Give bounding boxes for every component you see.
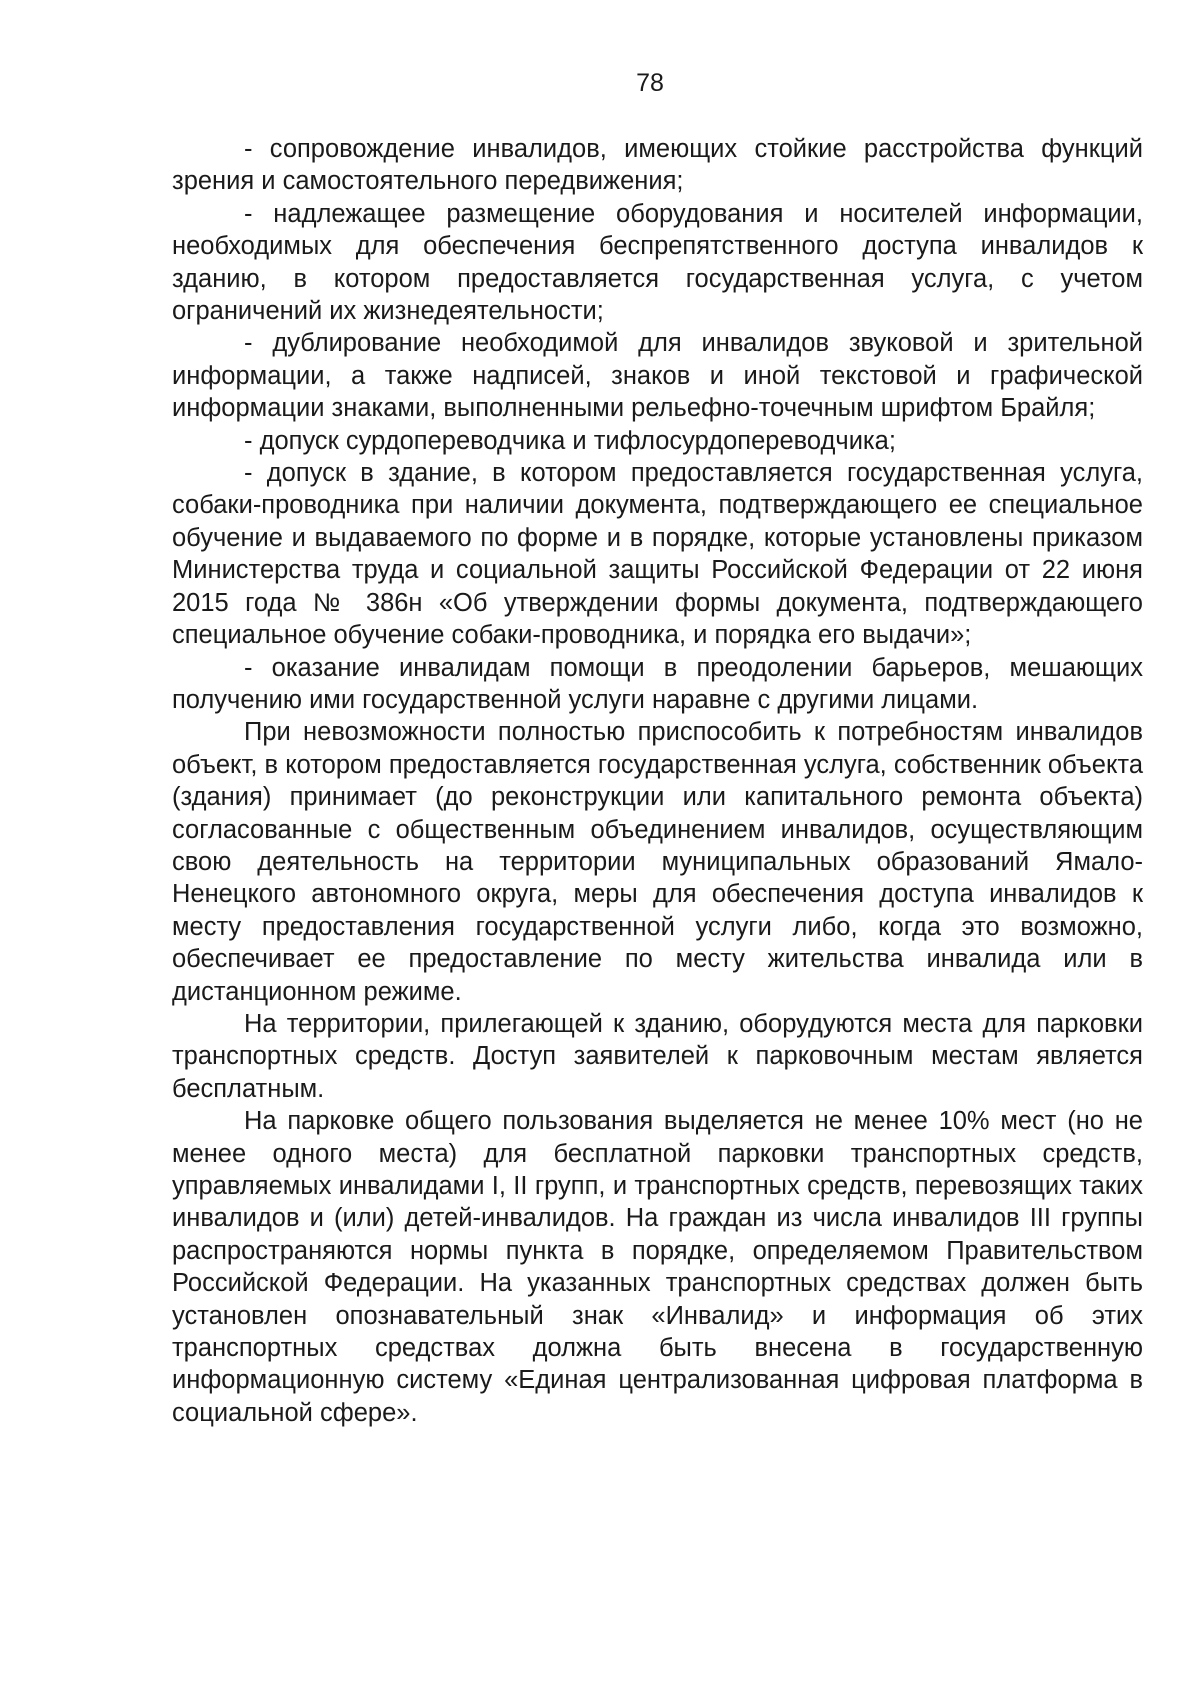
document-body bbox=[172, 133, 1143, 1429]
page-number: 78 bbox=[636, 69, 664, 97]
paragraph-information-duplication: - дублирование необходимой для инвалидов звуковой и зрительной информации, а также надписей, знаков и иной текстовой и графической информации знаками, выполненными рельефно-точечным шрифтом Брайля; bbox=[172, 329, 1143, 423]
paragraph-vision-support: - сопровождение инвалидов, имеющих стойкие расстройства функций зрения и самостоятельного передвижения; bbox=[172, 135, 1143, 196]
paragraph-accessibility-measures: При невозможности полностью приспособить к потребностям инвалидов объект, в котором предоставляется государственная услуга, собственник объекта (здания) принимает (до реконструкции или капитального ремонта объекта) согласованные с общественным объединением инвалидов, осуществляющим свою деятельность на территории муниципальных образований Ямало-Ненецкого автономного округа, меры для обеспечения доступа инвалидов к месту предоставления государственной услуги либо, когда это возможно, обеспечивает ее предоставление по месту жительства инвалида или в дистанционном режиме. bbox=[172, 718, 1143, 1006]
paragraph-parking-territory: На территории, прилегающей к зданию, оборудуются места для парковки транспортных средств. Доступ заявителей к парковочным местам является бесплатным. bbox=[172, 1009, 1143, 1103]
paragraph-guide-dog-admission: - допуск в здание, в котором предоставляется государственная услуга, собаки-проводника при наличии документа, подтверждающего ее специальное обучение и выдаваемого по форме и в порядке, которые установлены приказом Министерства труда и социальной защиты Российской Федерации от 22 июня 2015 года № 386н «Об утверждении формы документа, подтверждающего специальное обучение собаки-проводника, и порядка его выдачи»; bbox=[172, 459, 1143, 650]
paragraph-barrier-assistance: - оказание инвалидам помощи в преодолении барьеров, мешающих получению ими государственной услуги наравне с другими лицами. bbox=[172, 653, 1143, 714]
paragraph-interpreter-admission: - допуск сурдопереводчика и тифлосурдопереводчика; bbox=[244, 426, 896, 455]
paragraph-disabled-parking: На парковке общего пользования выделяется не менее 10% мест (но не менее одного места) для бесплатной парковки транспортных средств, управляемых инвалидами I, II групп, и транспортных средств, перевозящих таких инвалидов и (или) детей-инвалидов. На граждан из числа инвалидов III группы распространяются нормы пункта в порядке, определяемом Правительством Российской Федерации. На указанных транспортных средствах должен быть установлен опознавательный знак «Инвалид» и информация об этих транспортных средствах должна быть внесена в государственную информационную систему «Единая централизованная цифровая платформа в социальной сфере». bbox=[172, 1107, 1143, 1427]
paragraph-equipment-placement: - надлежащее размещение оборудования и носителей информации, необходимых для обеспечения беспрепятственного доступа инвалидов к зданию, в котором предоставляется государственная услуга, с учетом ограничений их жизнедеятельности; bbox=[172, 199, 1143, 326]
